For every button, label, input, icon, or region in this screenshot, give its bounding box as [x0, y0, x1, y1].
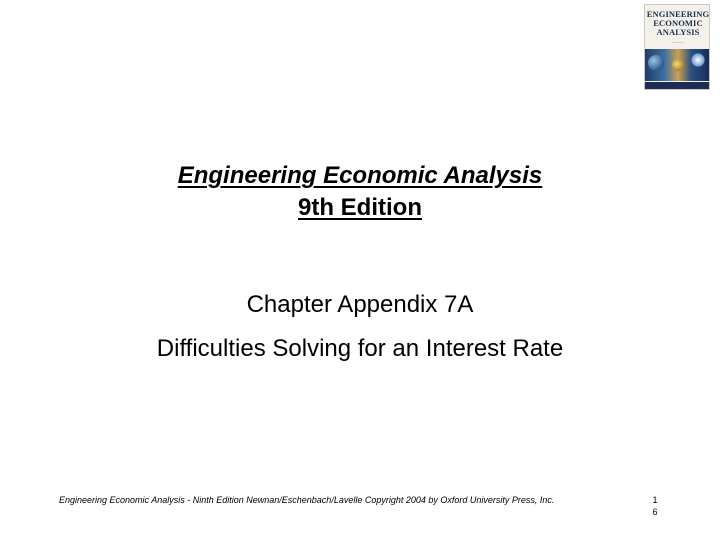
book-cover-image [644, 4, 710, 90]
cover-edition-mark: ——— [672, 40, 684, 44]
slide-title [0, 160, 720, 224]
page-number-line: 1 [652, 495, 658, 505]
slide-subtitle [0, 283, 720, 371]
page-number [648, 494, 662, 518]
page-number-line: 6 [652, 507, 658, 517]
chapter-label: Chapter Appendix 7A [246, 291, 474, 318]
copyright-footer: Engineering Economic Analysis - Ninth Edition Newnan/Eschenbach/Lavelle Copyright 2004 by Oxford University Press, Inc. [59, 495, 555, 505]
edition-label: 9th Edition [298, 194, 422, 221]
cover-title-line: ECONOMIC [653, 18, 703, 28]
book-title: Engineering Economic Analysis [177, 162, 543, 189]
cover-title-line: ANALYSIS [656, 27, 700, 37]
chapter-topic: Difficulties Solving for an Interest Rate [156, 335, 564, 362]
cover-artwork [645, 49, 710, 81]
cover-title [645, 10, 710, 37]
cover-coin-icon [672, 59, 684, 71]
cover-title-line: ENGINEERING [646, 9, 710, 19]
cover-light-icon [691, 53, 705, 67]
cover-globe-icon [648, 55, 664, 71]
cover-author-band [645, 82, 710, 90]
